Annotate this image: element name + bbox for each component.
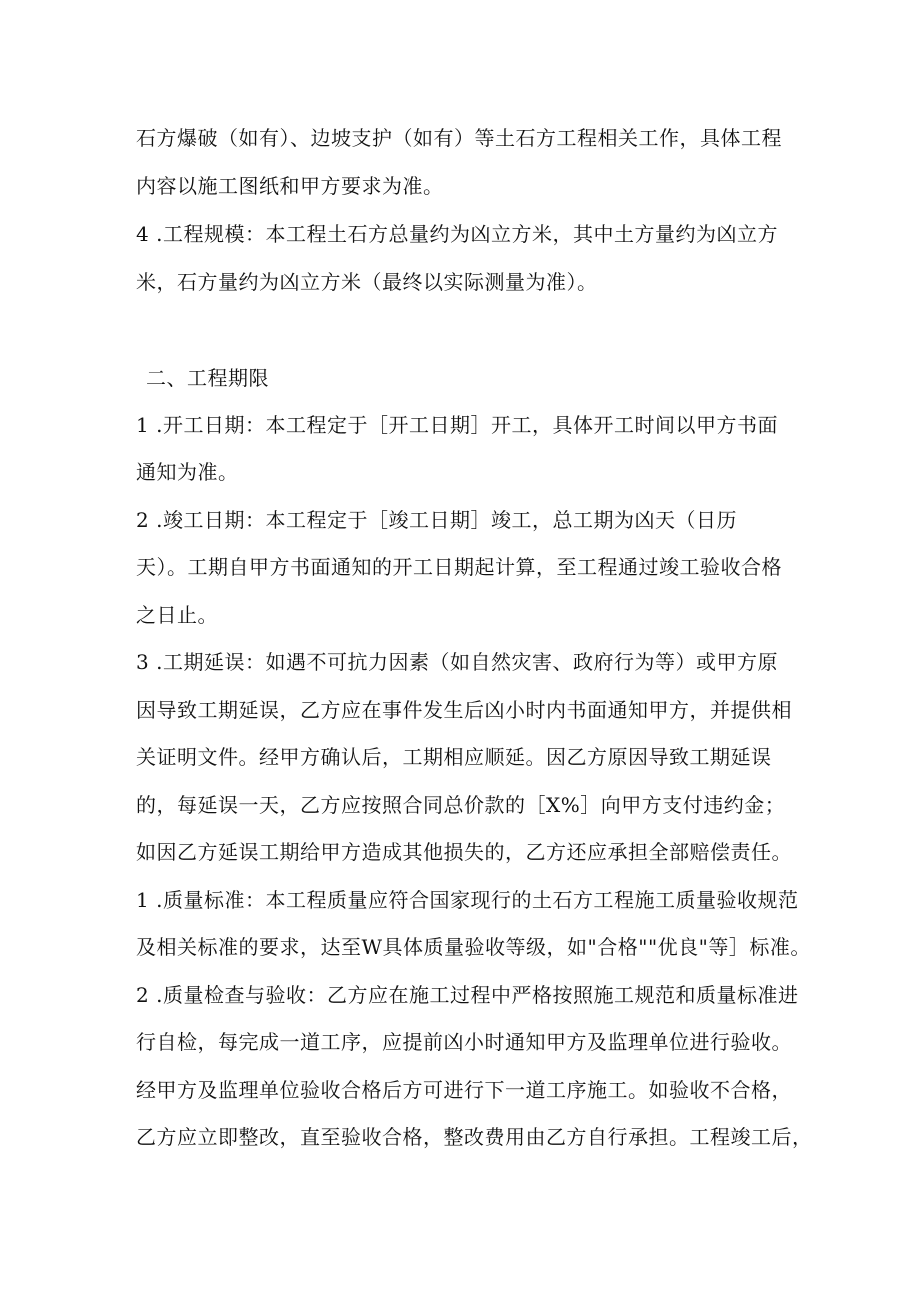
paragraph-line: 2 .竣工日期：本工程定于［竣工日期］竣工，总工期为凶天（日历 [136,508,737,532]
paragraph-line: 行自检，每完成一道工序，应提前凶小时通知甲方及监理单位进行验收。 [136,1030,792,1054]
paragraph-line: 经甲方及监理单位验收合格后方可进行下一道工序施工。如验收不合格， [136,1078,792,1102]
paragraph-line: 因导致工期延误，乙方应在事件发生后凶小时内书面通知甲方，并提供相 [136,698,792,722]
paragraph-line: 如因乙方延误工期给甲方造成其他损失的，乙方还应承担全部赔偿责任。 [136,840,792,864]
paragraph-line: 之日止。 [136,603,218,627]
paragraph-line: 内容以施工图纸和甲方要求为准。 [136,174,444,198]
paragraph-line: 通知为准。 [136,460,239,484]
paragraph-line: 天）。工期自甲方书面通知的开工日期起计算，至工程通过竣工验收合格 [136,555,782,579]
paragraph-line: 的，每延误一天，乙方应按照合同总价款的［X%］向甲方支付违约金； [136,793,786,817]
paragraph-line: 米，石方量约为凶立方米（最终以实际测量为准）。 [136,270,598,294]
paragraph-line: 及相关标准的要求，达至W具体质量验收等级，如"合格""优良"等］标准。 [136,935,811,959]
paragraph-line: 关证明文件。经甲方确认后，工期相应顺延。因乙方原因导致工期延误 [136,745,772,769]
paragraph-line: 石方爆破（如有）、边坡支护（如有）等土石方工程相关工作，具体工程 [136,126,782,150]
paragraph-line: 3 .工期延误：如遇不可抗力因素（如自然灾害、政府行为等）或甲方原 [136,650,778,674]
paragraph-line: 2 .质量检查与验收：乙方应在施工过程中严格按照施工规范和质量标准进 [136,983,799,1007]
paragraph-line: 乙方应立即整改，直至验收合格，整改费用由乙方自行承担。工程竣工后， [136,1125,813,1149]
paragraph-line: 4 .工程规模：本工程土石方总量约为凶立方米，其中土方量约为凶立方 [136,222,778,246]
paragraph-line: 1 .开工日期：本工程定于［开工日期］开工，具体开工时间以甲方书面 [136,413,778,437]
section-heading: 二、工程期限 [146,366,269,390]
paragraph-line: 1 .质量标准：本工程质量应符合国家现行的土石方工程施工质量验收规范 [136,888,799,912]
